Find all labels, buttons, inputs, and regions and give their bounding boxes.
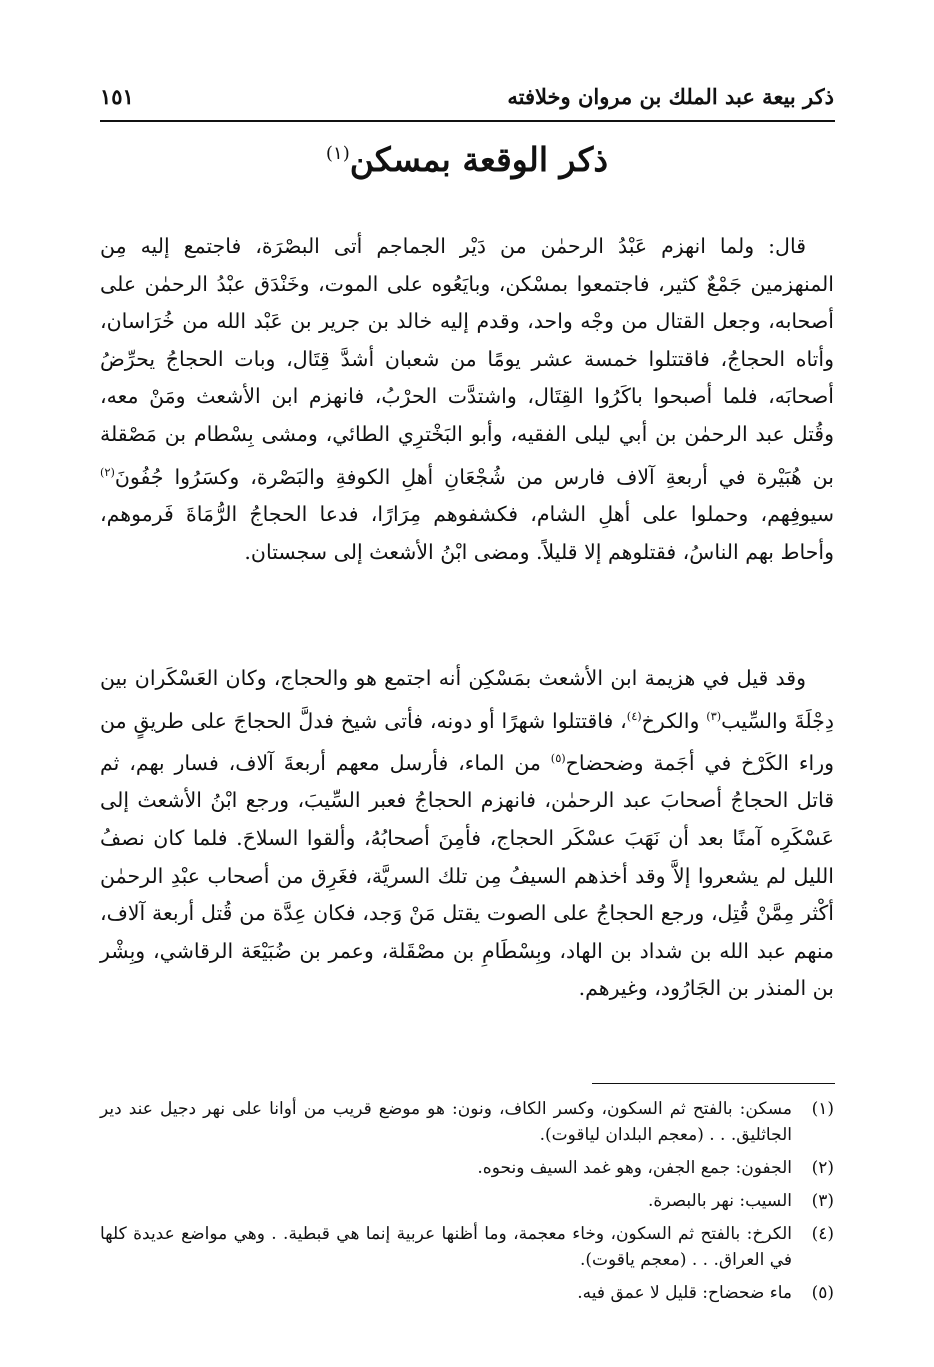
paragraph-2 <box>100 660 834 1008</box>
footnote-text: الكرخ: بالفتح ثم السكون، وخاء معجمة، وما أظنها عربية إنما هي قبطية. . وهي مواضع عديدة كلها في العراق. . . (معجم ياقوت). <box>100 1224 792 1270</box>
footnote-ref-1: (١) <box>325 143 350 164</box>
footnote-text: مسكن: بالفتح ثم السكون، وكسر الكاف، ونون: هو موضع قريب من أوانا على نهر دجيل عند دير الجاثليق. . . (معجم البلدان لياقوت). <box>100 1099 792 1145</box>
paragraph-2-text-c: ، فاقتتلوا شهرًا أو دونه، فأتى شيخ فدلَّ الحجاجَ على طريقٍ من وراء الكَرْخ في أجَمة وضحضاح <box>100 708 834 775</box>
section-title-text: ذكر الوقعة بمسكن <box>349 140 609 179</box>
footnote-text: السيب: نهر بالبصرة. <box>647 1191 792 1211</box>
paragraph-2-text-d: من الماء، فأرسل معهم أربعةَ آلاف، فسار بهم، ثم قاتل الحجاجُ أصحابَ عبد الرحمٰن، فانهزم الحجاجُ فعبر السِّيبَ، ورجع ابْنُ الأشعث إلى عَسْكَرِه آمنًا بعد أن نَهَبَ عسْكَر الحجاج، فأمِنَ أصحابُهُ، وألقوا السلاحَ. فلما كان نصفُ الليل لم يشعروا إلاَّ وقد أخذهم السيفُ مِن تلك السريَّة، فغَرِق من أصحاب عبْدِ الرحمٰن أكْثر مِمَّنْ قُتِل، ورجع الحجاجُ على الصوت يقتل مَنْ وَجد، فكان عِدَّة من قُتل أربعة آلاف، منهم عبد الله بن شداد بن الهاد، وبِسْطَامِ بن مصْقَلة، وعمر بن ضُبَيْعَة الرقاشي، وبِشْر بن المنذر بن الجَارُود، وغيرهم. <box>100 750 834 1001</box>
footnote-rule <box>592 1083 835 1084</box>
footnote-4 <box>100 1221 834 1273</box>
footnote-ref-5: (٥) <box>550 752 566 766</box>
footnote-number: (٤) <box>811 1224 834 1244</box>
footnote-1 <box>100 1096 834 1148</box>
paragraph-1 <box>100 228 834 571</box>
footnote-2 <box>100 1155 834 1181</box>
footnotes <box>100 1096 834 1313</box>
running-header <box>100 84 834 120</box>
running-title: ذكر بيعة عبد الملك بن مروان وخلافته <box>507 84 834 109</box>
footnote-ref-3: (٣) <box>706 709 722 723</box>
footnote-number: (٣) <box>811 1191 834 1211</box>
footnote-text: الجفون: جمع الجفن، وهو غمد السيف ونحوه. <box>477 1158 792 1178</box>
footnote-ref-2: (٢) <box>100 465 115 479</box>
footnote-ref-4: (٤) <box>626 709 642 723</box>
paragraph-1-text-a: قال: ولما انهزم عَبْدُ الرحمٰن من دَيْر الجماجم أتى البصْرَة، فاجتمع إليه مِن المنهزمين جَمْعٌ كثير، فاجتمعوا بمسْكن، وبايَعُوه على الموت، وخَنْدَق عبْدُ الرحمٰن على أصحابه، وجعل القتال من وجْه واحد، وقدم إليه خالد بن جرير بن عَبْد الله من خُرَاسان، وأتاه الحجاجُ، فاقتتلوا خمسة عشر يومًا من شعبان أشدَّ قِتَال، وبات الحجاجُ يحرِّضُ أصحابَه، فلما أصبحوا باكَرُوا القِتَال، واشتدَّت الحرْبُ، فانهزم ابن الأشعث ومَنْ معه، وقُتل عبد الرحمٰن بن أبي ليلى الفقيه، وأبو البَخْترِي الطائي، ومشى بِسْطام بن مَصْقلة بن هُبَيْرة في أربعةِ آلاف فارس من شُجْعَانِ أهلِ الكوفةِ والبَصْرة، وكسَرُوا جُفُونَ <box>100 234 834 489</box>
page-number: ١٥١ <box>100 84 134 109</box>
footnote-3 <box>100 1188 834 1214</box>
header-rule <box>100 120 835 122</box>
paragraph-2-text-b: والكرخ <box>641 708 707 733</box>
footnote-number: (١) <box>811 1099 834 1119</box>
paragraph-1-text-b: سيوفِهم، وحملوا على أهلِ الشام، فكشفوهم مِرَارًا، فدعا الحجاجُ الرُّمَاةَ فَرموهم، وأحاط بهم الناسُ، فقتلوهم إلا قليلاً. ومضى ابْنُ الأشعث إلى سجستان. <box>100 501 834 564</box>
footnote-5 <box>100 1280 834 1306</box>
footnote-number: (٥) <box>811 1283 834 1303</box>
paragraph-2-text-a: وقد قيل في هزيمة ابن الأشعث بمَسْكِن أنه اجتمع هو والحجاج، وكان العَسْكَران بين دِجْلَةَ والسِّيب <box>100 666 834 733</box>
footnote-text: ماء ضحضاح: قليل لا عمق فيه. <box>577 1283 792 1303</box>
footnote-number: (٢) <box>811 1158 834 1178</box>
section-title <box>100 140 834 179</box>
